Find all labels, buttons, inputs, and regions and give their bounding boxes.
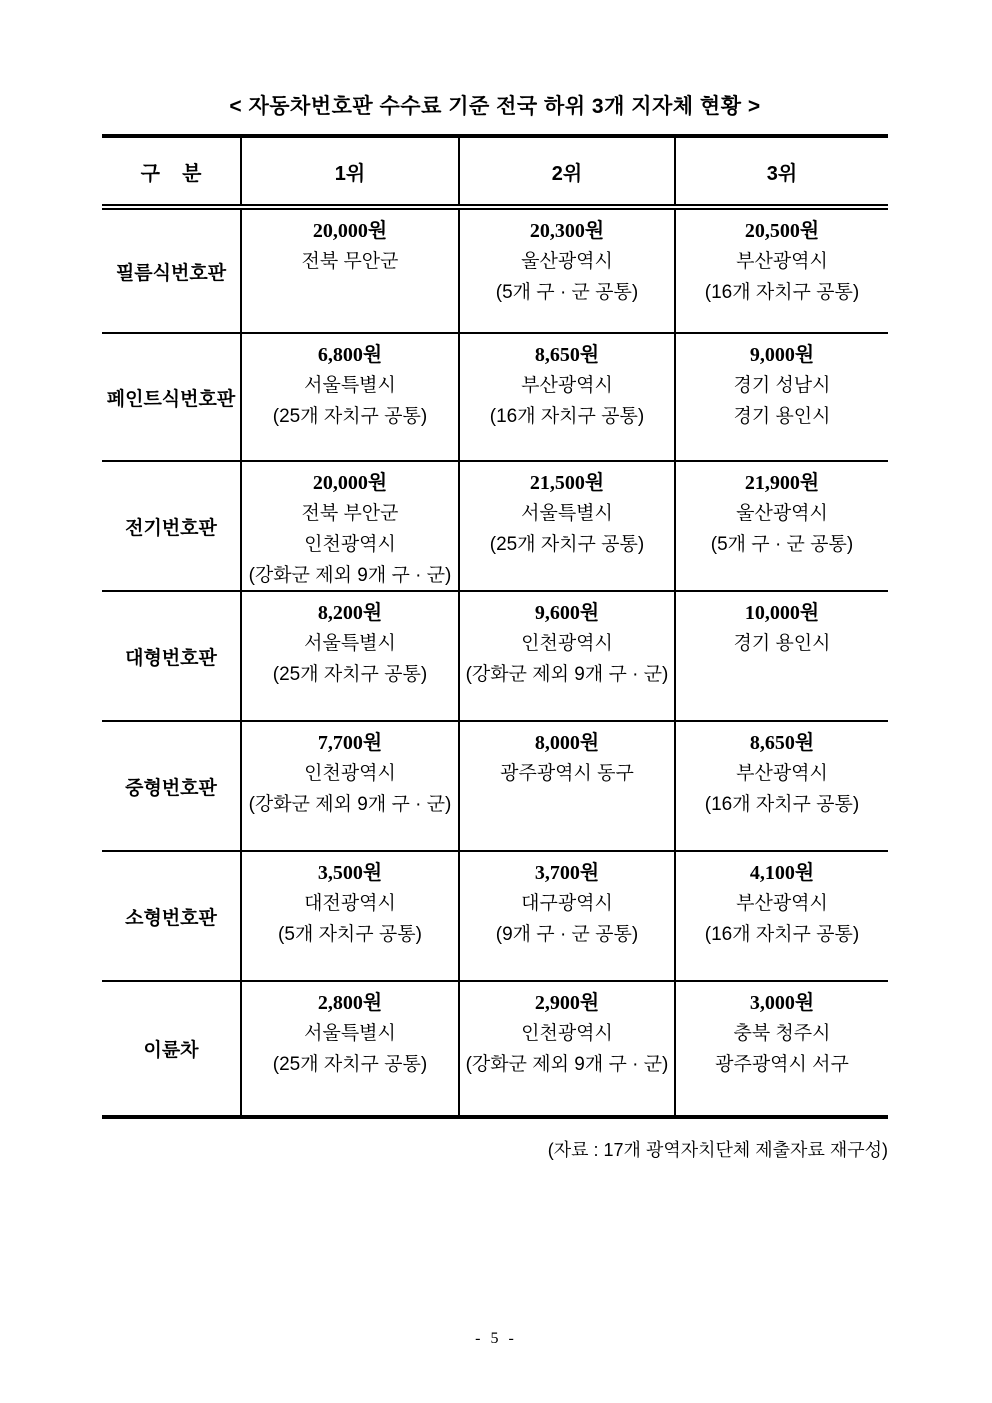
fee-cell — [460, 722, 676, 850]
fee-region: 경기 용인시 — [733, 406, 831, 427]
fee-amount: 20,300원 — [529, 220, 605, 242]
header-category: 구 분 — [102, 138, 242, 204]
fee-amount: 10,000원 — [744, 602, 820, 624]
fee-amount: 8,000원 — [534, 732, 600, 754]
header-rank2: 2위 — [460, 138, 676, 204]
table-row-motorcycle — [102, 982, 888, 1115]
fee-note: (16개 자치구 공통) — [704, 794, 860, 815]
source-note: (자료 : 17개 광역자치단체 제출자료 재구성) — [547, 1140, 888, 1160]
fee-note — [242, 950, 458, 980]
fee-cell — [460, 210, 676, 332]
fee-note — [676, 1080, 888, 1111]
fee-amount: 3,500원 — [317, 862, 383, 884]
fee-region: 서울특별시 — [304, 1023, 396, 1044]
row-category: 소형번호판 — [102, 852, 242, 980]
fee-region: 부산광역시 — [521, 375, 613, 396]
row-category: 페인트식번호판 — [102, 334, 242, 460]
fee-note — [242, 277, 458, 308]
fee-region: 인천광역시 — [304, 534, 396, 555]
fee-cell — [676, 852, 888, 980]
fee-amount: 7,700원 — [317, 732, 383, 754]
fee-amount: 8,650원 — [749, 732, 815, 754]
header-rank1: 1위 — [242, 138, 460, 204]
fee-cell — [676, 210, 888, 332]
fee-region: 부산광역시 — [736, 251, 828, 272]
fee-cell — [242, 722, 460, 850]
fee-note — [460, 560, 674, 590]
fee-region: 광주광역시 동구 — [500, 763, 634, 784]
header-rank3: 3위 — [766, 162, 798, 185]
fee-cell — [242, 852, 460, 980]
table-row-film-plate — [102, 210, 888, 334]
fee-region: 서울특별시 — [521, 503, 613, 524]
fee-note — [676, 659, 888, 690]
fee-amount: 2,800원 — [317, 992, 383, 1014]
fee-note: (25개 자치구 공통) — [272, 664, 428, 685]
table-row-small-plate — [102, 852, 888, 982]
fee-note: (25개 자치구 공통) — [489, 534, 645, 555]
fee-amount: 3,700원 — [534, 862, 600, 884]
fee-amount: 9,000원 — [749, 344, 815, 366]
fee-note — [676, 560, 888, 590]
fee-cell — [676, 462, 888, 590]
fee-amount: 6,800원 — [317, 344, 383, 366]
fee-amount: 2,900원 — [534, 992, 600, 1014]
row-category: 중형번호판 — [102, 722, 242, 850]
table-row-paint-plate — [102, 334, 888, 462]
fee-region: 대전광역시 — [304, 893, 396, 914]
fee-region: 경기 용인시 — [733, 633, 831, 654]
fee-amount: 21,500원 — [529, 472, 605, 494]
table-row-large-plate — [102, 592, 888, 722]
fee-region: 인천광역시 — [521, 633, 613, 654]
fee-note — [676, 950, 888, 980]
fees-table — [102, 134, 888, 1119]
fee-region: 전북 무안군 — [301, 251, 399, 272]
fee-region: 부산광역시 — [736, 763, 828, 784]
fee-amount: 21,900원 — [744, 472, 820, 494]
fee-note — [242, 432, 458, 460]
fee-note: (9개 구 · 군 공통) — [495, 924, 639, 945]
fee-note: (25개 자치구 공통) — [272, 1054, 428, 1075]
fee-note — [460, 1080, 674, 1111]
fee-cell — [242, 982, 460, 1115]
fee-cell — [676, 982, 888, 1115]
fee-region: 부산광역시 — [736, 893, 828, 914]
row-category: 전기번호판 — [102, 462, 242, 590]
fee-cell — [676, 592, 888, 720]
fee-note — [676, 690, 888, 720]
fee-note: (5개 구 · 군 공통) — [710, 534, 854, 555]
fee-amount: 4,100원 — [749, 862, 815, 884]
table-row-medium-plate — [102, 722, 888, 852]
fee-note — [242, 820, 458, 850]
fee-note: (강화군 제외 9개 구 · 군) — [465, 664, 669, 685]
fee-region: 대구광역시 — [521, 893, 613, 914]
fee-note — [242, 690, 458, 720]
fee-amount: 8,650원 — [534, 344, 600, 366]
fee-cell — [242, 210, 460, 332]
fee-cell — [676, 722, 888, 850]
fee-note — [676, 432, 888, 460]
fee-note — [460, 432, 674, 460]
fee-note: (25개 자치구 공통) — [272, 406, 428, 427]
fee-region: 울산광역시 — [736, 503, 828, 524]
row-category: 대형번호판 — [102, 592, 242, 720]
fee-region: 전북 부안군 — [301, 503, 399, 524]
fee-note: (5개 자치구 공통) — [278, 924, 422, 945]
fee-amount: 8,200원 — [317, 602, 383, 624]
page-number: - 5 - — [475, 1330, 517, 1347]
fee-region: 서울특별시 — [304, 375, 396, 396]
fee-amount: 20,000원 — [312, 472, 388, 494]
table-header-row — [102, 138, 888, 210]
fee-cell — [676, 334, 888, 460]
fee-region: 충북 청주시 — [733, 1023, 831, 1044]
fee-note — [460, 789, 674, 820]
fee-cell — [460, 852, 676, 980]
fee-note — [460, 308, 674, 332]
fee-note — [676, 820, 888, 850]
fee-region: 경기 성남시 — [733, 375, 831, 396]
fee-note: (강화군 제외 9개 구 · 군) — [465, 1054, 669, 1075]
row-category: 필름식번호판 — [102, 210, 242, 332]
fee-note: (강화군 제외 9개 구 · 군) — [248, 794, 452, 815]
fee-note — [242, 308, 458, 332]
fee-region: 광주광역시 서구 — [715, 1054, 849, 1075]
fee-region: 서울특별시 — [304, 633, 396, 654]
fee-amount: 9,600원 — [534, 602, 600, 624]
fee-note — [460, 820, 674, 850]
fee-cell — [242, 592, 460, 720]
fee-note — [460, 950, 674, 980]
fee-note — [676, 308, 888, 332]
fee-note: (5개 구 · 군 공통) — [495, 282, 639, 303]
fee-note: (16개 자치구 공통) — [489, 406, 645, 427]
table-row-electric-plate — [102, 462, 888, 592]
page-title: < 자동차번호판 수수료 기준 전국 하위 3개 지자체 현황 > — [229, 95, 761, 118]
row-category: 이륜차 — [102, 982, 242, 1115]
fee-region: 인천광역시 — [304, 763, 396, 784]
fee-cell — [460, 592, 676, 720]
fee-amount: 20,000원 — [312, 220, 388, 242]
fee-note: (16개 자치구 공통) — [704, 282, 860, 303]
fee-cell — [460, 462, 676, 590]
fee-note: (16개 자치구 공통) — [704, 924, 860, 945]
fee-note — [460, 690, 674, 720]
fee-note: (강화군 제외 9개 구 · 군) — [248, 565, 452, 586]
fee-region: 인천광역시 — [521, 1023, 613, 1044]
fee-amount: 20,500원 — [744, 220, 820, 242]
fee-region: 울산광역시 — [521, 251, 613, 272]
fee-cell — [242, 462, 460, 590]
fee-amount: 3,000원 — [749, 992, 815, 1014]
fee-cell — [242, 334, 460, 460]
fee-cell — [460, 982, 676, 1115]
fee-cell — [460, 334, 676, 460]
fee-note — [242, 1080, 458, 1111]
